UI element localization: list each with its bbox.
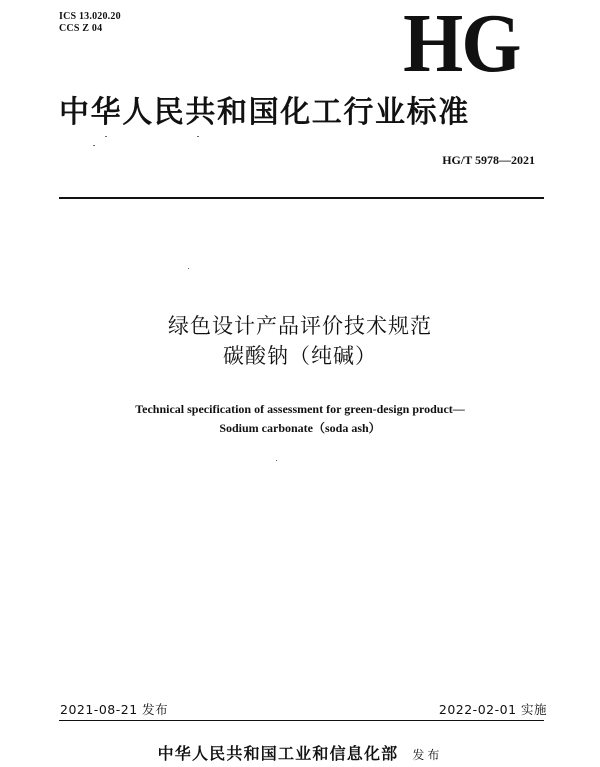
standard-number: HG/T 5978—2021: [442, 153, 535, 167]
ics-code: ICS 13.020.20: [59, 11, 121, 22]
scan-speck: [188, 268, 189, 269]
document-title-en: Technical specification of assessment for green-design product—: [135, 402, 465, 416]
scan-speck: [93, 145, 95, 146]
standard-category-title: 中华人民共和国化工行业标准: [59, 95, 470, 130]
scan-speck: [105, 136, 107, 137]
publisher-row: [0, 744, 600, 765]
document-subtitle-zh: 碳酸钠（纯碱）: [223, 344, 377, 368]
hg-logo: HG: [403, 0, 520, 90]
header-divider: [59, 197, 544, 199]
implementation-date: 2022-02-01 实施: [438, 702, 547, 717]
document-title-zh: 绿色设计产品评价技术规范: [168, 314, 432, 338]
scan-speck: [276, 460, 277, 461]
publisher-suffix: 发布: [412, 748, 443, 762]
ccs-code: CCS Z 04: [59, 23, 103, 34]
scan-speck: [197, 136, 199, 137]
footer-divider: [59, 720, 544, 721]
document-subtitle-en: Sodium carbonate（soda ash）: [219, 421, 381, 435]
publisher-name: 中华人民共和国工业和信息化部: [157, 744, 399, 763]
issue-date: 2021-08-21 发布: [60, 702, 169, 717]
